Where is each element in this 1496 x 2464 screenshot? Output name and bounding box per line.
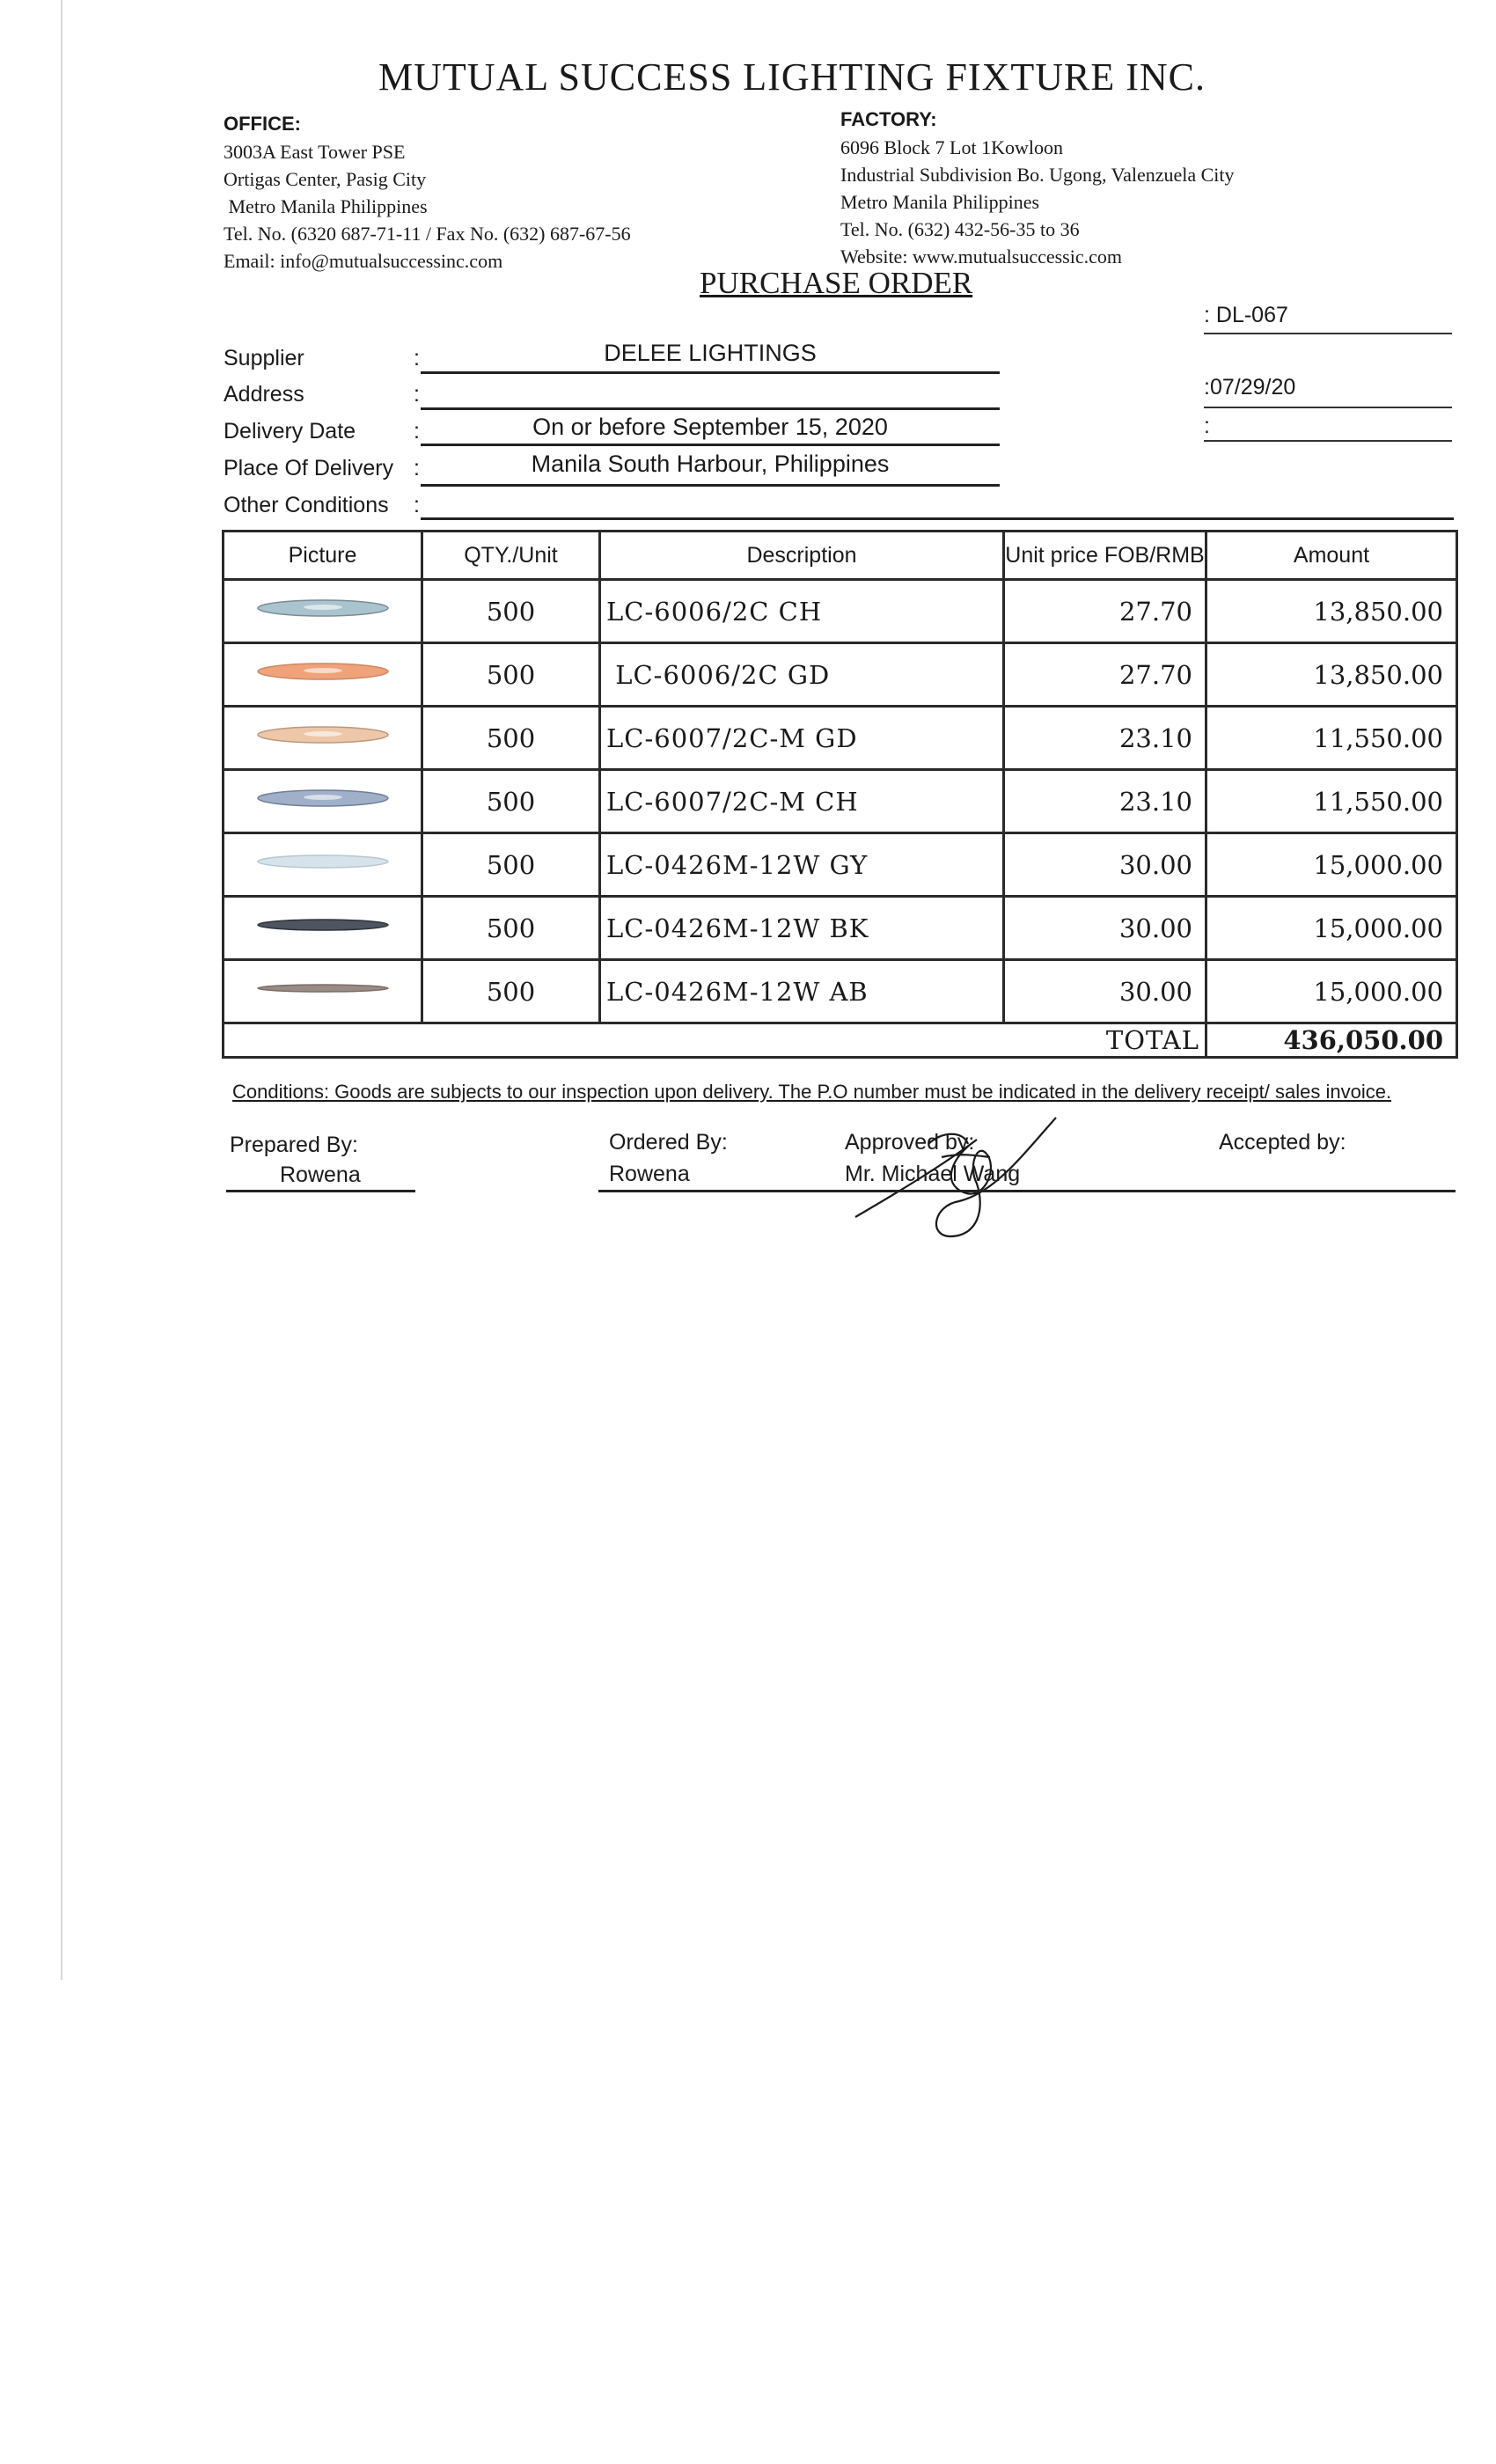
place-of-delivery-line [421,484,1000,487]
factory-phone: Tel. No. (632) 432-56-35 to 36 [840,218,1080,240]
delivery-date-colon: : [414,419,420,444]
company-name: MUTUAL SUCCESS LIGHTING FIXTURE INC. [378,55,1206,99]
factory-address [840,134,1235,270]
table-row [224,707,1457,770]
po-date-line [1204,407,1452,408]
header-description: Description [600,532,1004,580]
approved-by-label: Approved by: [845,1130,975,1155]
product-thumbnail [253,848,393,875]
factory-heading: FACTORY: [840,108,937,130]
product-picture [224,643,422,707]
row-qty: 500 [422,770,600,833]
other-conditions-line [421,517,1454,520]
place-of-delivery-label: Place Of Delivery [224,456,394,480]
product-thumbnail [253,912,393,938]
row-unit-price: 30.00 [1004,960,1206,1023]
row-description: LC-6006/2C GD [600,643,1004,707]
office-email: Email: info@mutualsuccessinc.com [224,250,503,272]
header-picture: Picture [224,532,422,580]
po-number-line [1204,333,1452,334]
product-picture [224,960,422,1023]
signature-stroke [855,1118,1056,1236]
row-amount: 11,550.00 [1206,770,1457,833]
product-thumbnail [253,785,393,811]
accepted-by-label: Accepted by: [1219,1130,1346,1155]
office-address [224,138,631,275]
approver-signature [845,1104,1109,1245]
row-unit-price: 27.70 [1004,643,1206,707]
factory-website: Website: www.mutualsuccessic.com [840,246,1122,268]
supplier-value: DELEE LIGHTINGS [604,340,817,366]
row-amount: 11,550.00 [1206,707,1457,770]
scan-edge [61,0,62,1980]
items-table [222,530,1458,1059]
row-qty: 500 [422,580,600,643]
header-unit-price: Unit price FOB/RMB [1004,532,1206,580]
header-amount: Amount [1206,532,1457,580]
office-line: Ortigas Center, Pasig City [224,168,427,190]
table-row [224,960,1457,1023]
factory-line: 6096 Block 7 Lot 1Kowloon [840,136,1063,158]
row-description: LC-0426M-12W GY [600,833,1004,897]
prepared-by-name: Rowena [280,1162,361,1187]
po-number: : DL-067 [1204,303,1288,327]
table-header-row [224,532,1457,580]
supplier-label: Supplier [224,346,304,370]
table-row [224,897,1457,960]
product-highlight [304,668,342,673]
row-amount: 15,000.00 [1206,833,1457,897]
row-qty: 500 [422,897,600,960]
prepared-by-label: Prepared By: [230,1133,358,1157]
product-thumbnail [253,658,393,685]
address-label: Address [224,382,304,407]
product-shape [258,855,388,868]
product-picture [224,770,422,833]
product-highlight [304,731,342,737]
office-phone: Tel. No. (6320 687-71-11 / Fax No. (632) 687-67-56 [224,223,631,245]
row-description: LC-6007/2C-M GD [600,707,1004,770]
place-of-delivery-colon: : [414,456,420,480]
product-picture [224,580,422,643]
row-amount: 15,000.00 [1206,960,1457,1023]
conditions-note: Conditions: Goods are subjects to our inspection upon delivery. The P.O number must be indicated in the delivery receipt/ sales invoice. [232,1081,1392,1103]
product-picture [224,707,422,770]
header-qty: QTY./Unit [422,532,600,580]
row-description: LC-0426M-12W BK [600,897,1004,960]
delivery-date-label: Delivery Date [224,419,356,444]
approved-by-name: Mr. Michael Wang [845,1162,1021,1186]
place-of-delivery-value: Manila South Harbour, Philippines [531,451,890,477]
document-title: PURCHASE ORDER [700,266,973,300]
office-line: 3003A East Tower PSE [224,141,406,163]
total-value: 436,050.00 [1206,1023,1457,1058]
row-description: LC-6007/2C-M CH [600,770,1004,833]
ordered-by-label: Ordered By: [609,1130,728,1155]
product-thumbnail [253,595,393,621]
ordered-by-name: Rowena [609,1162,690,1186]
row-amount: 15,000.00 [1206,897,1457,960]
product-shape [258,920,388,930]
factory-line: Metro Manila Philippines [840,191,1040,213]
total-row [224,1023,1457,1058]
row-amount: 13,850.00 [1206,580,1457,643]
product-highlight [304,795,342,800]
row-unit-price: 23.10 [1004,707,1206,770]
office-line: Metro Manila Philippines [224,195,428,217]
address-colon: : [414,382,420,407]
other-conditions-label: Other Conditions [224,493,389,517]
factory-line: Industrial Subdivision Bo. Ugong, Valenzuela City [840,164,1235,186]
product-thumbnail [253,722,393,748]
po-extra-line [1204,440,1452,442]
product-highlight [304,605,342,610]
product-shape [258,985,388,992]
delivery-date-line [421,444,1000,446]
office-heading: OFFICE: [224,113,301,135]
row-unit-price: 30.00 [1004,833,1206,897]
table-row [224,643,1457,707]
prepared-by-line [226,1190,415,1192]
row-unit-price: 30.00 [1004,897,1206,960]
row-qty: 500 [422,960,600,1023]
row-unit-price: 23.10 [1004,770,1206,833]
product-picture [224,897,422,960]
table-row [224,770,1457,833]
total-label: TOTAL [224,1023,1206,1058]
row-qty: 500 [422,643,600,707]
address-line [421,407,1000,410]
row-qty: 500 [422,707,600,770]
po-extra: : [1204,414,1210,438]
product-thumbnail [253,975,393,1001]
row-qty: 500 [422,833,600,897]
table-row [224,580,1457,643]
row-description: LC-6006/2C CH [600,580,1004,643]
delivery-date-value: On or before September 15, 2020 [532,414,888,440]
row-description: LC-0426M-12W AB [600,960,1004,1023]
row-unit-price: 27.70 [1004,580,1206,643]
product-picture [224,833,422,897]
table-row [224,833,1457,897]
supplier-line [421,371,1000,374]
supplier-colon: : [414,346,420,370]
signature-line [598,1190,1456,1192]
row-amount: 13,850.00 [1206,643,1457,707]
other-conditions-colon: : [414,493,420,517]
po-date: :07/29/20 [1204,375,1296,400]
